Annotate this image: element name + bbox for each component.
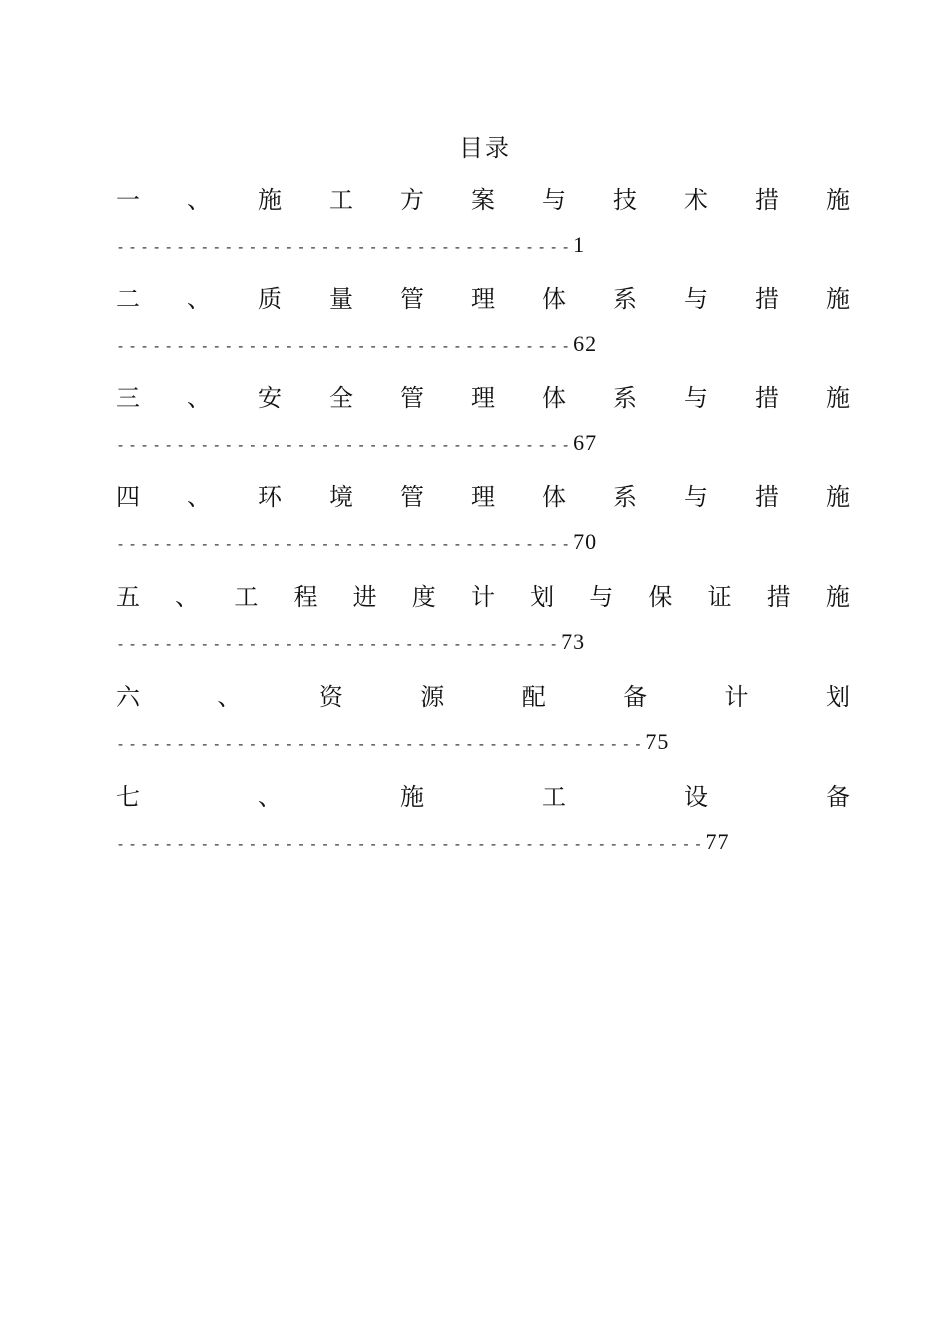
page-number: 1: [573, 232, 586, 257]
heading-char: 施: [826, 483, 850, 511]
heading-char: 二: [116, 285, 140, 313]
heading-char: 方: [400, 186, 424, 214]
page-number: 67: [573, 430, 598, 455]
heading-char: 系: [613, 285, 637, 313]
heading-char: 系: [613, 384, 637, 412]
heading-char: 、: [258, 783, 282, 811]
heading-char: 量: [329, 285, 353, 313]
toc-heading: [116, 580, 850, 614]
heading-char: 、: [187, 186, 211, 214]
toc-entry-4[interactable]: [116, 480, 850, 554]
heading-char: 、: [187, 384, 211, 412]
dot-leader: --------------------------------------: [116, 238, 574, 256]
heading-char: 划: [530, 583, 555, 611]
heading-char: 度: [411, 583, 436, 611]
heading-char: 体: [542, 384, 566, 412]
heading-char: 安: [258, 384, 282, 412]
heading-char: 措: [766, 583, 791, 611]
toc-leader-line: [116, 431, 597, 455]
dot-leader: --------------------------------------------: [116, 735, 646, 753]
toc-title: 目录: [459, 134, 511, 162]
heading-char: 工: [329, 186, 353, 214]
dot-leader: --------------------------------------: [116, 337, 574, 355]
heading-char: 五: [116, 583, 140, 611]
heading-char: 划: [825, 683, 850, 711]
heading-char: 施: [258, 186, 282, 214]
toc-heading: [116, 381, 850, 415]
heading-char: 施: [826, 384, 850, 412]
heading-char: 设: [684, 783, 708, 811]
toc-leader-line: [116, 233, 585, 257]
heading-char: 理: [471, 384, 495, 412]
heading-char: 管: [400, 384, 424, 412]
page-number: 75: [645, 729, 670, 754]
heading-char: 术: [684, 186, 708, 214]
heading-char: 备: [623, 683, 648, 711]
heading-char: 技: [613, 186, 637, 214]
page-number: 73: [561, 629, 586, 654]
heading-char: 程: [293, 583, 318, 611]
heading-char: 与: [589, 583, 614, 611]
toc-heading: [116, 480, 850, 514]
dot-leader: -------------------------------------: [116, 635, 562, 653]
dot-leader: -------------------------------------------------: [116, 835, 706, 853]
heading-char: 七: [116, 783, 140, 811]
heading-char: 与: [684, 285, 708, 313]
heading-char: 系: [613, 483, 637, 511]
heading-char: 与: [684, 384, 708, 412]
heading-char: 保: [648, 583, 673, 611]
heading-char: 备: [826, 783, 850, 811]
heading-char: 配: [521, 683, 546, 711]
toc-leader-line: [116, 630, 585, 654]
heading-char: 、: [217, 683, 242, 711]
page-number: 70: [573, 529, 598, 554]
heading-char: 理: [471, 483, 495, 511]
heading-char: 施: [826, 285, 850, 313]
heading-char: 措: [755, 384, 779, 412]
heading-char: 、: [187, 285, 211, 313]
heading-char: 计: [470, 583, 495, 611]
heading-char: 计: [724, 683, 749, 711]
heading-char: 施: [825, 583, 850, 611]
toc-entry-2[interactable]: [116, 282, 850, 356]
heading-char: 体: [542, 285, 566, 313]
heading-char: 管: [400, 483, 424, 511]
heading-char: 质: [258, 285, 282, 313]
heading-char: 三: [116, 384, 140, 412]
toc-leader-line: [116, 830, 730, 854]
heading-char: 工: [542, 783, 566, 811]
toc-leader-line: [116, 530, 597, 554]
toc-heading: [116, 780, 850, 814]
toc-entry-7[interactable]: [116, 780, 850, 854]
toc-entry-6[interactable]: [116, 680, 850, 754]
toc-heading: [116, 183, 850, 217]
heading-char: 措: [755, 285, 779, 313]
heading-char: 进: [352, 583, 377, 611]
heading-char: 管: [400, 285, 424, 313]
heading-char: 措: [755, 186, 779, 214]
toc-entry-1[interactable]: [116, 183, 850, 257]
heading-char: 源: [420, 683, 445, 711]
heading-char: 理: [471, 285, 495, 313]
heading-char: 六: [116, 683, 140, 711]
heading-char: 一: [116, 186, 140, 214]
heading-char: 、: [175, 583, 200, 611]
dot-leader: --------------------------------------: [116, 436, 574, 454]
toc-leader-line: [116, 332, 597, 356]
toc-entry-5[interactable]: [116, 580, 850, 654]
dot-leader: --------------------------------------: [116, 535, 574, 553]
page-number: 62: [573, 331, 598, 356]
heading-char: 体: [542, 483, 566, 511]
heading-char: 资: [318, 683, 343, 711]
heading-char: 四: [116, 483, 140, 511]
toc-heading: [116, 680, 850, 714]
heading-char: 全: [329, 384, 353, 412]
heading-char: 施: [826, 186, 850, 214]
heading-char: 与: [542, 186, 566, 214]
toc-entry-3[interactable]: [116, 381, 850, 455]
heading-char: 境: [329, 483, 353, 511]
heading-char: 施: [400, 783, 424, 811]
toc-leader-line: [116, 730, 669, 754]
heading-char: 工: [234, 583, 259, 611]
heading-char: 证: [707, 583, 732, 611]
page-number: 77: [705, 829, 730, 854]
heading-char: 措: [755, 483, 779, 511]
toc-heading: [116, 282, 850, 316]
heading-char: 、: [187, 483, 211, 511]
heading-char: 与: [684, 483, 708, 511]
heading-char: 环: [258, 483, 282, 511]
heading-char: 案: [471, 186, 495, 214]
